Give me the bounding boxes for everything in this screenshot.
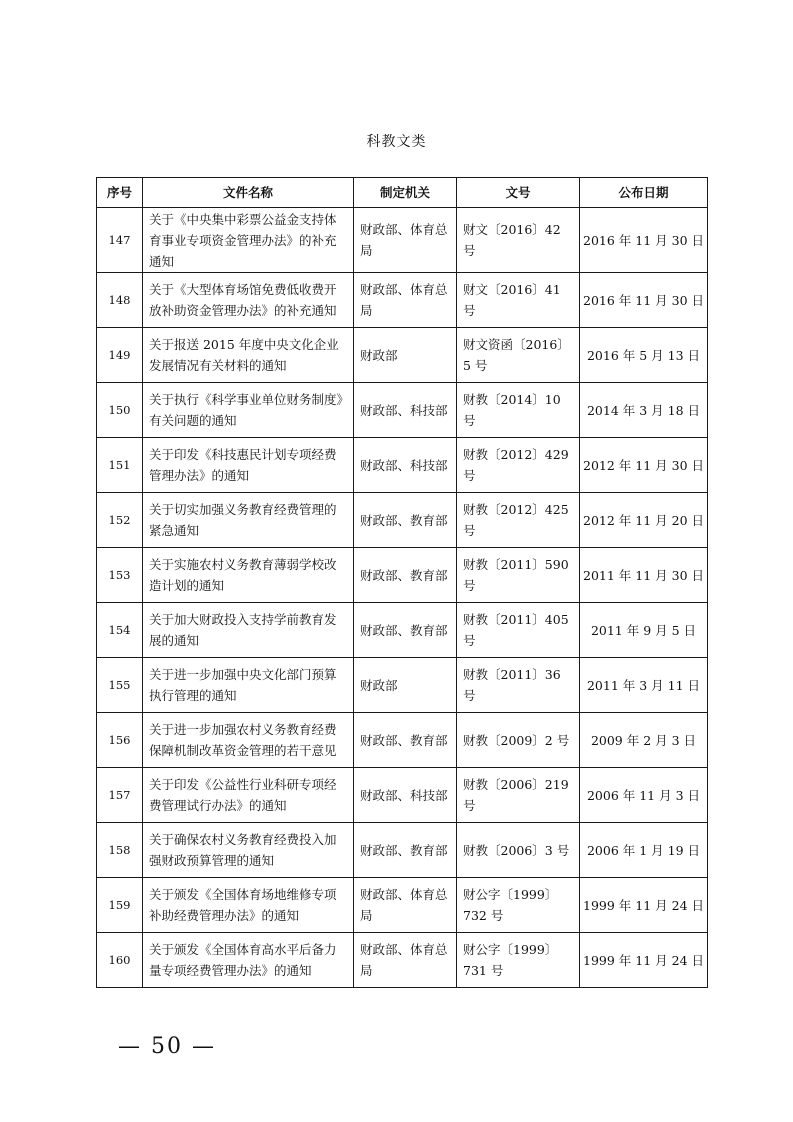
header-date: 公布日期 [580, 178, 708, 208]
cell-agency: 财政部、体育总局 [354, 933, 457, 988]
cell-agency: 财政部、体育总局 [354, 208, 457, 273]
cell-date: 2016 年 5 月 13 日 [580, 328, 708, 383]
cell-agency: 财政部、科技部 [354, 438, 457, 493]
cell-agency: 财政部、体育总局 [354, 273, 457, 328]
table-row [97, 713, 708, 768]
table-row [97, 603, 708, 658]
cell-seq: 152 [97, 493, 143, 548]
cell-agency: 财政部、体育总局 [354, 878, 457, 933]
cell-doc-no: 财教〔2011〕590 号 [457, 548, 580, 603]
table-row [97, 823, 708, 878]
table-row [97, 328, 708, 383]
cell-agency: 财政部 [354, 658, 457, 713]
table-row [97, 273, 708, 328]
cell-doc-no: 财教〔2011〕36 号 [457, 658, 580, 713]
cell-date: 2011 年 3 月 11 日 [580, 658, 708, 713]
cell-doc-no: 财公字〔1999〕732 号 [457, 878, 580, 933]
document-table [96, 177, 708, 988]
cell-name: 关于颁发《全国体育高水平后备力量专项经费管理办法》的通知 [143, 933, 354, 988]
cell-date: 2012 年 11 月 20 日 [580, 493, 708, 548]
table-row [97, 878, 708, 933]
cell-doc-no: 财文〔2016〕42 号 [457, 208, 580, 273]
cell-agency: 财政部、教育部 [354, 823, 457, 878]
cell-name: 关于报送 2015 年度中央文化企业发展情况有关材料的通知 [143, 328, 354, 383]
header-agency: 制定机关 [354, 178, 457, 208]
cell-name: 关于执行《科学事业单位财务制度》有关问题的通知 [143, 383, 354, 438]
cell-seq: 151 [97, 438, 143, 493]
cell-seq: 148 [97, 273, 143, 328]
cell-agency: 财政部 [354, 328, 457, 383]
cell-date: 2016 年 11 月 30 日 [580, 208, 708, 273]
cell-doc-no: 财教〔2012〕425 号 [457, 493, 580, 548]
page-title: 科教文类 [366, 134, 427, 150]
cell-agency: 财政部、科技部 [354, 383, 457, 438]
cell-name: 关于进一步加强农村义务教育经费保障机制改革资金管理的若干意见 [143, 713, 354, 768]
cell-seq: 156 [97, 713, 143, 768]
cell-doc-no: 财教〔2006〕219 号 [457, 768, 580, 823]
cell-agency: 财政部、科技部 [354, 768, 457, 823]
cell-seq: 149 [97, 328, 143, 383]
table-row [97, 383, 708, 438]
cell-date: 2012 年 11 月 30 日 [580, 438, 708, 493]
cell-name: 关于进一步加强中央文化部门预算执行管理的通知 [143, 658, 354, 713]
cell-doc-no: 财公字〔1999〕731 号 [457, 933, 580, 988]
table-row [97, 208, 708, 273]
cell-doc-no: 财文资函〔2016〕5 号 [457, 328, 580, 383]
header-name: 文件名称 [143, 178, 354, 208]
table-row [97, 933, 708, 988]
table-header-row [97, 178, 708, 208]
cell-seq: 157 [97, 768, 143, 823]
cell-name: 关于《大型体育场馆免费低收费开放补助资金管理办法》的补充通知 [143, 273, 354, 328]
page-number: — 50 — [118, 1034, 216, 1059]
header-doc-no: 文号 [457, 178, 580, 208]
cell-doc-no: 财教〔2006〕3 号 [457, 823, 580, 878]
cell-name: 关于实施农村义务教育薄弱学校改造计划的通知 [143, 548, 354, 603]
cell-date: 2011 年 9 月 5 日 [580, 603, 708, 658]
cell-date: 2014 年 3 月 18 日 [580, 383, 708, 438]
cell-date: 2011 年 11 月 30 日 [580, 548, 708, 603]
cell-doc-no: 财文〔2016〕41 号 [457, 273, 580, 328]
cell-seq: 158 [97, 823, 143, 878]
cell-name: 关于加大财政投入支持学前教育发展的通知 [143, 603, 354, 658]
cell-name: 关于确保农村义务教育经费投入加强财政预算管理的通知 [143, 823, 354, 878]
table-row [97, 658, 708, 713]
cell-doc-no: 财教〔2012〕429 号 [457, 438, 580, 493]
cell-doc-no: 财教〔2014〕10 号 [457, 383, 580, 438]
cell-seq: 153 [97, 548, 143, 603]
cell-seq: 150 [97, 383, 143, 438]
cell-agency: 财政部、教育部 [354, 493, 457, 548]
cell-agency: 财政部、教育部 [354, 548, 457, 603]
cell-name: 关于《中央集中彩票公益金支持体育事业专项资金管理办法》的补充通知 [143, 208, 354, 273]
cell-agency: 财政部、教育部 [354, 603, 457, 658]
table-row [97, 768, 708, 823]
table-row [97, 548, 708, 603]
cell-seq: 159 [97, 878, 143, 933]
cell-doc-no: 财教〔2009〕2 号 [457, 713, 580, 768]
cell-name: 关于切实加强义务教育经费管理的紧急通知 [143, 493, 354, 548]
cell-doc-no: 财教〔2011〕405 号 [457, 603, 580, 658]
cell-agency: 财政部、教育部 [354, 713, 457, 768]
cell-name: 关于颁发《全国体育场地维修专项补助经费管理办法》的通知 [143, 878, 354, 933]
cell-seq: 147 [97, 208, 143, 273]
header-seq: 序号 [97, 178, 143, 208]
cell-name: 关于印发《公益性行业科研专项经费管理试行办法》的通知 [143, 768, 354, 823]
cell-seq: 155 [97, 658, 143, 713]
cell-date: 2006 年 11 月 3 日 [580, 768, 708, 823]
cell-date: 1999 年 11 月 24 日 [580, 878, 708, 933]
cell-date: 2016 年 11 月 30 日 [580, 273, 708, 328]
cell-seq: 154 [97, 603, 143, 658]
cell-name: 关于印发《科技惠民计划专项经费管理办法》的通知 [143, 438, 354, 493]
cell-date: 1999 年 11 月 24 日 [580, 933, 708, 988]
cell-seq: 160 [97, 933, 143, 988]
cell-date: 2009 年 2 月 3 日 [580, 713, 708, 768]
table-row [97, 493, 708, 548]
table-row [97, 438, 708, 493]
cell-date: 2006 年 1 月 19 日 [580, 823, 708, 878]
